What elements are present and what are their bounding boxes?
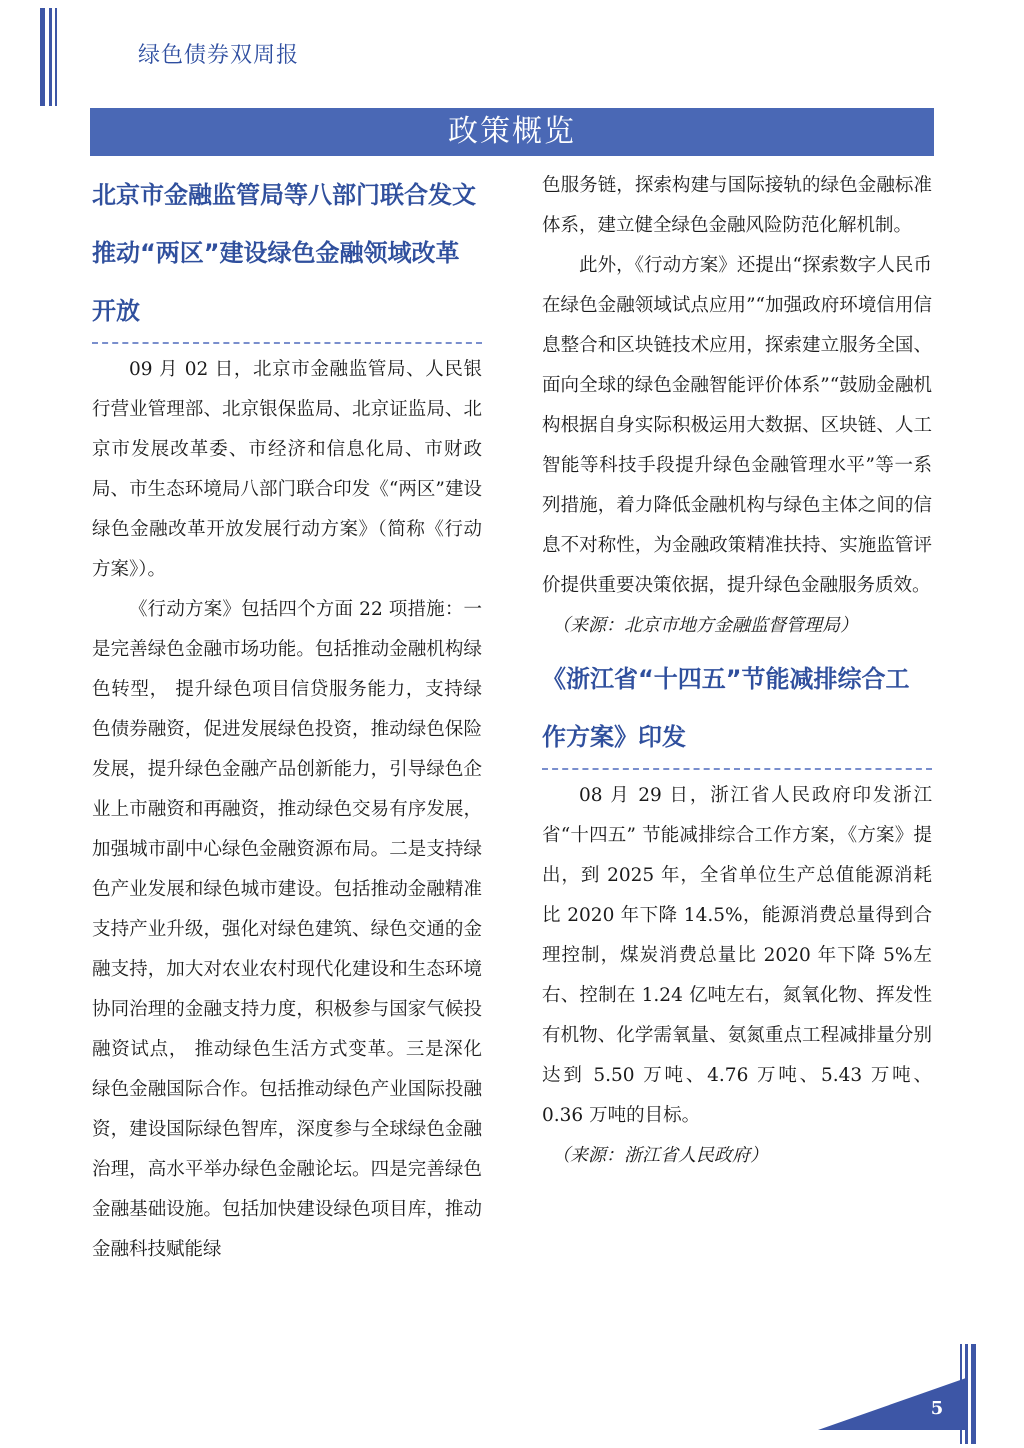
article1-title: 北京市金融监管局等八部门联合发文推动“两区”建设绿色金融领域改革开放: [92, 181, 476, 325]
article2-title: 《浙江省“十四五”节能减排综合工作方案》印发: [542, 665, 910, 751]
header-decoration-bars: [40, 8, 80, 106]
article1-source: （来源：北京市地方金融监督管理局）: [552, 615, 858, 636]
section-banner: 政策概览: [90, 108, 934, 156]
left-column: [92, 166, 482, 1270]
report-title: 绿色债券双周报: [138, 43, 300, 68]
article2-title-rule: [542, 768, 932, 770]
right-column: [542, 166, 932, 1176]
article1-paragraph-3: 此外，《行动方案》还提出“探索数字人民币在绿色金融领域试点应用”“加强政府环境信用信息整合和区块链技术应用，探索建立服务全国、面向全球的绿色金融智能评价体系”“鼓励金融机构根据自身实际积极运用大数据、区块链、人工智能等科技手段提升绿色金融管理水平”等一系列措施，着力降低金融机构与绿色主体之间的信息不对称性，为金融政策精准扶持、实施监管评价提供重要决策依据，提升绿色金融服务质效。: [542, 255, 932, 596]
page-number: 5: [930, 1398, 944, 1419]
article1-paragraph-continuation: 色服务链，探索构建与国际接轨的绿色金融标准体系，建立健全绿色金融风险防范化解机制。: [542, 175, 932, 236]
article1-paragraph-1: 09 月 02 日，北京市金融监管局、人民银行营业管理部、北京银保监局、北京证监局、北京市发展改革委、市经济和信息化局、市财政局、市生态环境局八部门联合印发《“两区”建设绿色金融改革开放发展行动方案》（简称《行动方案》）。: [92, 359, 482, 580]
article1-paragraph-2: 《行动方案》包括四个方面 22 项措施：一是完善绿色金融市场功能。包括推动金融机构绿色转型， 提升绿色项目信贷服务能力，支持绿色债券融资，促进发展绿色投资，推动绿色保险发展，提升绿色金融产品创新能力，引导绿色企业上市融资和再融资，推动绿色交易有序发展，加强城市副中心绿色金融资源布局。二是支持绿色产业发展和绿色城市建设。包括推动金融精准支持产业升级，强化对绿色建筑、绿色交通的金融支持，加大对农业农村现代化建设和生态环境协同治理的金融支持力度，积极参与国家气候投融资试点， 推动绿色生活方式变革。三是深化绿色金融国际合作。包括推动绿色产业国际投融资，建设国际绿色智库，深度参与全球绿色金融治理，高水平举办绿色金融论坛。四是完善绿色金融基础设施。包括加快建设绿色项目库，推动金融科技赋能绿: [92, 599, 482, 1260]
article2-paragraph: 08 月 29 日，浙江省人民政府印发浙江省“十四五” 节能减排综合工作方案，《方案》提出，到 2025 年，全省单位生产总值能源消耗比 2020 年下降 14.5%，能源消费总量得到合理控制，煤炭消费总量比 2020 年下降 5%左右、控制在 1.24 亿吨左右，氮氧化物、挥发性有机物、化学需氧量、氨氮重点工程减排量分别达到 5.50 万吨、4.76 万吨、5.43 万吨、0.36 万吨的目标。: [542, 785, 932, 1126]
article2-source: （来源：浙江省人民政府）: [552, 1145, 768, 1166]
article1-title-rule: [92, 342, 482, 344]
